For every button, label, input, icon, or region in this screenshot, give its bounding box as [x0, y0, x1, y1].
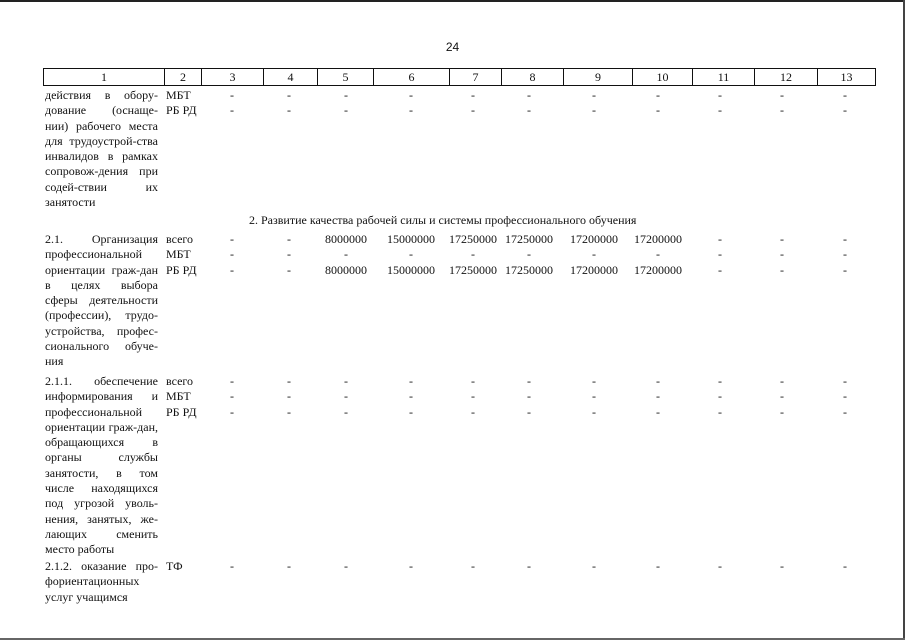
value-cell: - — [527, 247, 531, 262]
column-header: 9 — [564, 69, 633, 86]
value-cell: - — [780, 389, 784, 404]
funding-source: всего — [166, 232, 194, 246]
value-cell: 8000000 — [325, 232, 367, 246]
value-cell: - — [230, 404, 234, 419]
column-header: 3 — [202, 69, 264, 86]
value-cell: - — [344, 247, 348, 262]
value-cell: - — [287, 389, 291, 404]
funding-source: всего — [166, 374, 194, 388]
value-cell: - — [230, 374, 234, 388]
column-header-row — [43, 68, 876, 86]
value-cell: - — [656, 389, 660, 404]
value-cell: - — [409, 404, 413, 419]
value-cell: - — [718, 389, 722, 404]
funding-source: ТФ — [166, 559, 183, 573]
value-cell: 17250000 — [449, 232, 497, 246]
column-header: 5 — [318, 69, 374, 86]
value-cell: 15000000 — [387, 262, 435, 277]
value-cell: - — [656, 559, 660, 573]
value-cell: - — [409, 374, 413, 388]
value-cell: - — [780, 88, 784, 102]
funding-source: МБТ — [166, 247, 191, 262]
value-cell: - — [718, 374, 722, 388]
value-cell: - — [656, 374, 660, 388]
value-cell: - — [843, 262, 847, 277]
value-cell: - — [409, 559, 413, 573]
column-header: 1 — [44, 69, 165, 86]
value-cell: - — [287, 404, 291, 419]
value-cell: - — [527, 559, 531, 573]
value-cell: - — [471, 103, 475, 118]
column-header: 11 — [693, 69, 755, 86]
value-cell: - — [287, 103, 291, 118]
value-cell: - — [344, 88, 348, 102]
value-cell: - — [287, 88, 291, 102]
value-cell: - — [780, 374, 784, 388]
value-cell: - — [718, 232, 722, 246]
column-header: 2 — [165, 69, 202, 86]
value-cell: - — [287, 232, 291, 246]
value-cell: - — [471, 247, 475, 262]
value-cell: - — [843, 559, 847, 573]
funding-source: РБ РД — [166, 103, 197, 118]
value-cell: - — [656, 103, 660, 118]
page-number: 24 — [445, 40, 460, 54]
value-cell: - — [471, 374, 475, 388]
value-cell: 17200000 — [570, 262, 618, 277]
value-cell: - — [843, 88, 847, 102]
value-cell: - — [592, 88, 596, 102]
value-cell: - — [230, 247, 234, 262]
value-cell: - — [718, 103, 722, 118]
value-cell: - — [843, 247, 847, 262]
value-cell: - — [527, 389, 531, 404]
column-header: 12 — [755, 69, 818, 86]
value-cell: - — [843, 389, 847, 404]
row-name-2-1-2: 2.1.2. оказание про-фориентационных услуг учащимся — [45, 559, 158, 604]
value-cell: - — [780, 247, 784, 262]
value-cell: - — [471, 88, 475, 102]
value-cell: 17200000 — [634, 262, 682, 277]
column-header: 10 — [633, 69, 693, 86]
value-cell: - — [843, 404, 847, 419]
value-cell: - — [718, 88, 722, 102]
value-cell: - — [344, 559, 348, 573]
value-cell: - — [592, 374, 596, 388]
value-cell: - — [780, 404, 784, 419]
value-cell: - — [344, 404, 348, 419]
value-cell: - — [287, 262, 291, 277]
value-cell: - — [409, 389, 413, 404]
value-cell: - — [780, 103, 784, 118]
value-cell: - — [780, 232, 784, 246]
section-title: 2. Развитие качества рабочей силы и системы профессионального обучения — [249, 213, 637, 227]
value-cell: - — [344, 389, 348, 404]
scan-edge-top — [0, 0, 905, 2]
row-name-2-1-1: 2.1.1. обеспечение информирования и профессиональной ориентации граж-дан, обращающихся в органы службы занятости, в том числе находящихся под угрозой уволь-нения, занятых, же-лающих сменить место работы — [45, 374, 158, 557]
value-cell: - — [287, 247, 291, 262]
value-cell: - — [592, 103, 596, 118]
value-cell: - — [471, 559, 475, 573]
value-cell: - — [409, 247, 413, 262]
value-cell: - — [287, 559, 291, 573]
funding-source: МБТ — [166, 88, 191, 102]
value-cell: - — [409, 88, 413, 102]
value-cell: - — [780, 559, 784, 573]
value-cell: - — [843, 374, 847, 388]
value-cell: - — [344, 103, 348, 118]
value-cell: - — [592, 559, 596, 573]
value-cell: - — [527, 88, 531, 102]
value-cell: - — [230, 389, 234, 404]
value-cell: - — [656, 88, 660, 102]
value-cell: - — [230, 559, 234, 573]
funding-source: МБТ — [166, 389, 191, 404]
funding-source: РБ РД — [166, 404, 197, 419]
row-name-2-1: 2.1. Организация профессиональной ориентации граж-дан в целях выбора сферы деятельности (профессии), трудо-устройства, профес-сионального обуче-ния — [45, 232, 158, 369]
value-cell: 17200000 — [634, 232, 682, 246]
column-header: 13 — [818, 69, 876, 86]
value-cell: 17250000 — [505, 262, 553, 277]
value-cell: 17250000 — [449, 262, 497, 277]
value-cell: - — [656, 404, 660, 419]
value-cell: - — [344, 374, 348, 388]
value-cell: - — [718, 404, 722, 419]
value-cell: - — [592, 247, 596, 262]
value-cell: - — [656, 247, 660, 262]
value-cell: 17250000 — [505, 232, 553, 246]
value-cell: - — [780, 262, 784, 277]
value-cell: - — [718, 262, 722, 277]
value-cell: - — [230, 103, 234, 118]
value-cell: - — [592, 404, 596, 419]
value-cell: - — [718, 247, 722, 262]
value-cell: - — [471, 404, 475, 419]
value-cell: - — [527, 103, 531, 118]
value-cell: - — [718, 559, 722, 573]
column-header: 4 — [264, 69, 318, 86]
column-header: 6 — [374, 69, 450, 86]
value-cell: - — [230, 232, 234, 246]
column-header: 8 — [502, 69, 564, 86]
funding-source: РБ РД — [166, 262, 197, 277]
value-cell: - — [592, 389, 596, 404]
value-cell: - — [527, 374, 531, 388]
value-cell: - — [843, 103, 847, 118]
row-name-continuation: действия в обору-дование (оснаще-нии) рабочего места для трудоустрой-ства инвалидов в рамках сопровож-дения при содей-ствии их занятости — [45, 88, 158, 210]
value-cell: 8000000 — [325, 262, 367, 277]
value-cell: - — [409, 103, 413, 118]
value-cell: 15000000 — [387, 232, 435, 246]
value-cell: - — [230, 262, 234, 277]
value-cell: - — [230, 88, 234, 102]
column-header: 7 — [450, 69, 502, 86]
value-cell: - — [471, 389, 475, 404]
value-cell: - — [843, 232, 847, 246]
value-cell: 17200000 — [570, 232, 618, 246]
value-cell: - — [287, 374, 291, 388]
value-cell: - — [527, 404, 531, 419]
